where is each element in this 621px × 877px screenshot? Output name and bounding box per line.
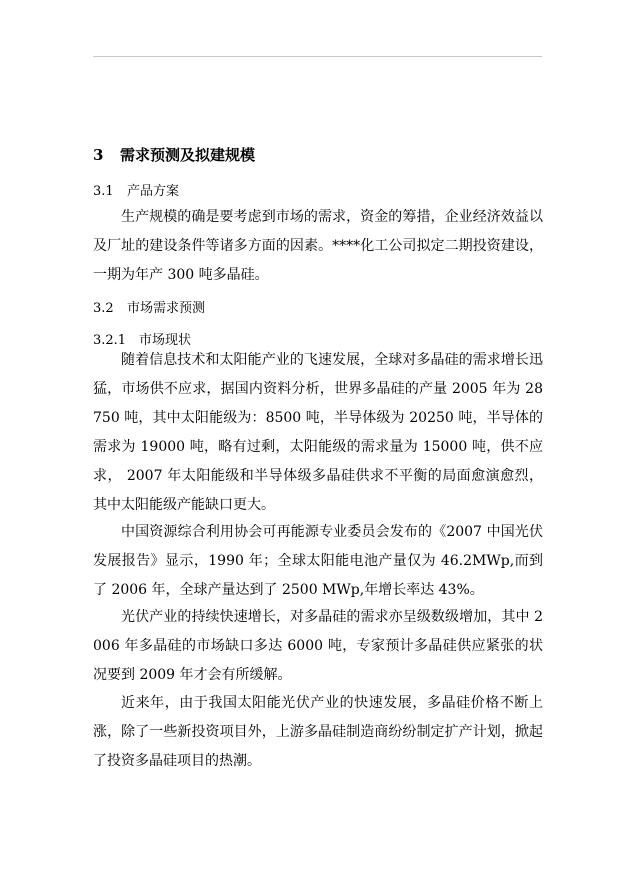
header-rule — [93, 56, 542, 57]
paragraph-product-plan: 生产规模的确是要考虑到市场的需求，资金的筹措，企业经济效益以及厂址的建设条件等诸多方面的因素。****化工公司拟定二期投资建设，一期为年产 300 吨多晶硅。 — [93, 209, 543, 283]
section-heading — [93, 144, 255, 165]
subsection-heading-3-1 — [93, 180, 179, 199]
subsection-title: 市场需求预测 — [127, 301, 206, 316]
paragraph-market-status: 随着信息技术和太阳能产业的飞速发展，全球对多晶硅的需求增长迅猛，市场供不应求，据国内资料分析，世界多晶硅的产量 2005 年为 28750 吨，其中太阳能级为：8500 吨，半导体级为 20250 吨，半导体的需求为 19000 吨，略有过剩，太阳能级的需求量为 15000 吨，供不应求， 2007 年太阳能级和半导体级多晶硅供求不平衡的局面愈演愈烈，其中太阳能级产能缺口更大。 — [93, 352, 543, 513]
section-title: 需求预测及拟建规模 — [120, 146, 256, 164]
subsection-number: 3.2.1 — [93, 333, 127, 348]
paragraph-pv-growth: 光伏产业的持续快速增长，对多晶硅的需求亦呈级数级增加，其中 2006 年多晶硅的市场缺口多达 6000 吨，专家预计多晶硅供应紧张的状况要到 2009 年才会有所缓解。 — [93, 609, 543, 683]
subsection-number: 3.2 — [93, 301, 114, 316]
paragraph-recent-years: 近来年，由于我国太阳能光伏产业的快速发展，多晶硅价格不断上涨，除了一些新投资项目外，上游多晶硅制造商纷纷制定扩产计划，掀起了投资多晶硅项目的热潮。 — [93, 695, 543, 769]
paragraph-pv-report: 中国资源综合利用协会可再能源专业委员会发布的《2007 中国光伏发展报告》显示，1990 年；全球太阳能电池产量仅为 46.2MWp,而到了 2006 年，全球产量达到了 2500 MWp,年增长率达 43%。 — [93, 524, 543, 598]
subsection-title: 产品方案 — [127, 184, 180, 199]
section-number: 3 — [93, 146, 104, 164]
subsection-number: 3.1 — [93, 184, 114, 199]
subsection-heading-3-2 — [93, 297, 205, 316]
subsection-title: 市场现状 — [139, 333, 192, 348]
